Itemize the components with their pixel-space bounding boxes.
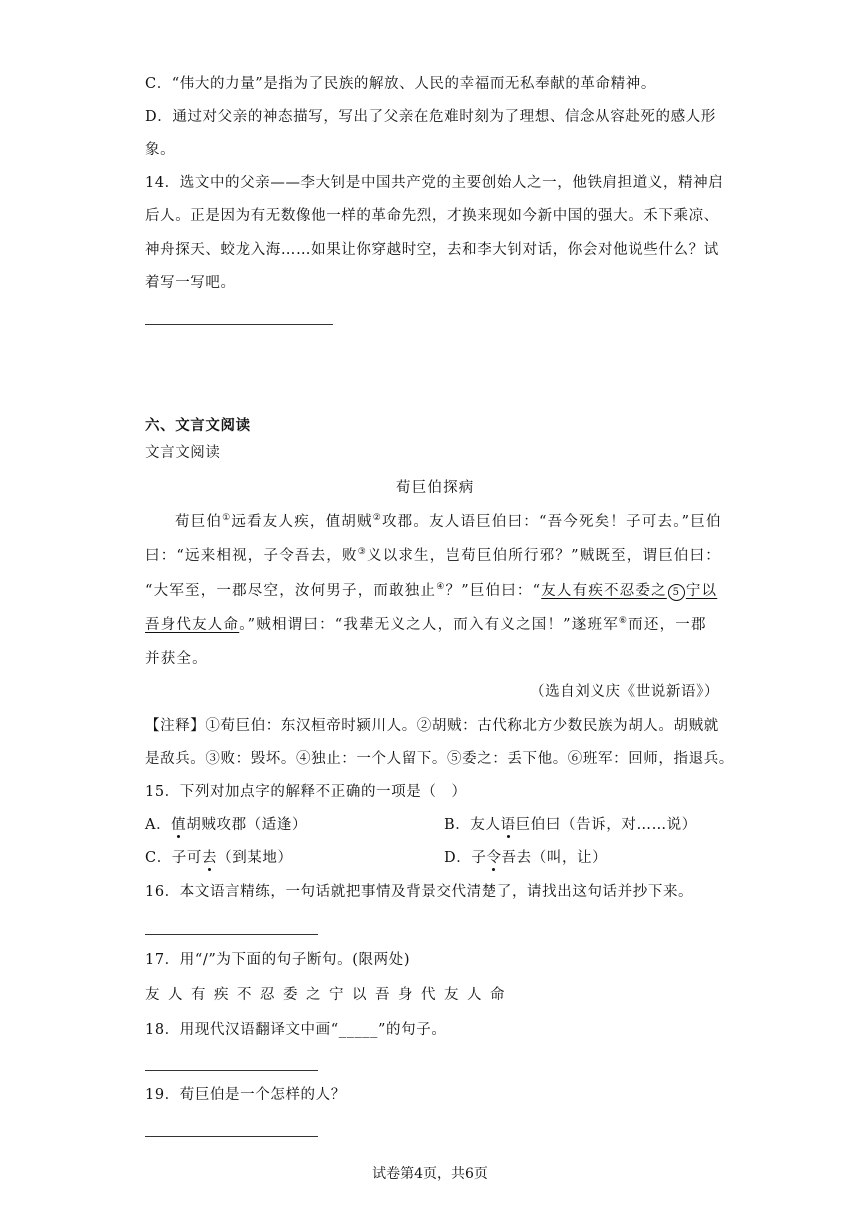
q16-stem: 16．本文语言精练，一句话就把事情及背景交代清楚了，请找出这句话并抄下来。	[145, 884, 694, 900]
passage-line2: 曰：“远来相视，子令吾去，败③义以求生，岂荀巨伯所行邪？”贼既至，谓巨伯曰：	[145, 547, 722, 564]
q19-answer-line[interactable]	[145, 1136, 318, 1137]
passage-source: （选自刘义庆《世说新语》）	[530, 684, 720, 700]
q19-stem: 19．荀巨伯是一个怎样的人？	[145, 1087, 346, 1103]
underlined-sentence-part2: 宁以	[685, 583, 718, 599]
q15-option-d[interactable]: D．子令吾去（叫，让）	[444, 850, 608, 866]
passage-line3: “大军至，一郡尽空，汝何男子，而敢独止④？”巨伯曰：“友人有疾不忍委之 5 宁以	[145, 582, 718, 599]
note-marker-5: 5	[668, 584, 685, 601]
q14-line2: 后人。正是因为有无数像他一样的革命先烈，才换来现如今新中国的强大。禾下乘凉、	[145, 208, 719, 224]
q13-option-d-line2: 象。	[145, 142, 176, 158]
q15-option-a[interactable]: A．值胡贼攻郡（适逢）	[145, 817, 308, 833]
underlined-sentence-part1: 友人有疾不忍委之	[541, 583, 667, 599]
notes-line2: 是敌兵。③败：毁坏。④独止：一个人留下。⑤委之：丢下他。⑥班军：回师，指退兵。	[145, 751, 734, 767]
q13-option-c: C．“伟大的力量”是指为了民族的解放、人民的幸福而无私奉献的革命精神。	[145, 76, 656, 92]
q15-stem: 15．下列对加点字的解释不正确的一项是（ ）	[145, 784, 467, 800]
q17-stem: 17．用“/”为下面的句子断句。(限两处)	[145, 952, 411, 968]
q13-option-d-line1: D．通过对父亲的神态描写，写出了父亲在危难时刻为了理想、信念从容赴死的感人形	[145, 109, 716, 125]
underlined-sentence-part3: 吾身代友人命	[145, 617, 240, 633]
q15-option-c[interactable]: C．子可去（到某地）	[145, 850, 293, 866]
section-subheading: 文言文阅读	[145, 445, 221, 461]
passage-title: 荀巨伯探病	[396, 480, 475, 496]
q18-stem: 18．用现代汉语翻译文中画“_____”的句子。	[145, 1022, 447, 1038]
notes-line1: 【注释】①荀巨伯：东汉桓帝时颍川人。②胡贼：古代称北方少数民族为胡人。胡贼就	[145, 718, 719, 734]
section-heading: 六、文言文阅读	[145, 417, 251, 434]
passage-line4: 吾身代友人命。”贼相谓曰：“我辈无义之人，而入有义之国！”遂班军⑥而还，一郡	[145, 616, 707, 633]
q18-answer-line[interactable]	[145, 1070, 318, 1071]
q14-line3: 神舟探天、蛟龙入海……如果让你穿越时空，去和李大钊对话，你会对他说些什么？试	[145, 242, 719, 258]
q15-option-b[interactable]: B．友人语巨伯曰（告诉，对……说）	[444, 817, 697, 833]
page-footer: 试卷第4页，共6页	[372, 1166, 488, 1182]
q16-answer-line[interactable]	[145, 934, 318, 935]
passage-line5: 并获全。	[145, 651, 208, 667]
q14-line4: 着写一写吧。	[145, 275, 236, 291]
q14-line1: 14．选文中的父亲——李大钊是中国共产党的主要创始人之一，他铁肩担道义，精神启	[145, 175, 724, 191]
passage-line1: 荀巨伯①远看友人疾，值胡贼②攻郡。友人语巨伯曰：“吾今死矣！子可去。”巨伯	[175, 513, 722, 530]
q17-sentence: 友人有疾不忍委之宁以吾身代友人命	[145, 987, 513, 1003]
q14-answer-line[interactable]	[145, 324, 333, 325]
